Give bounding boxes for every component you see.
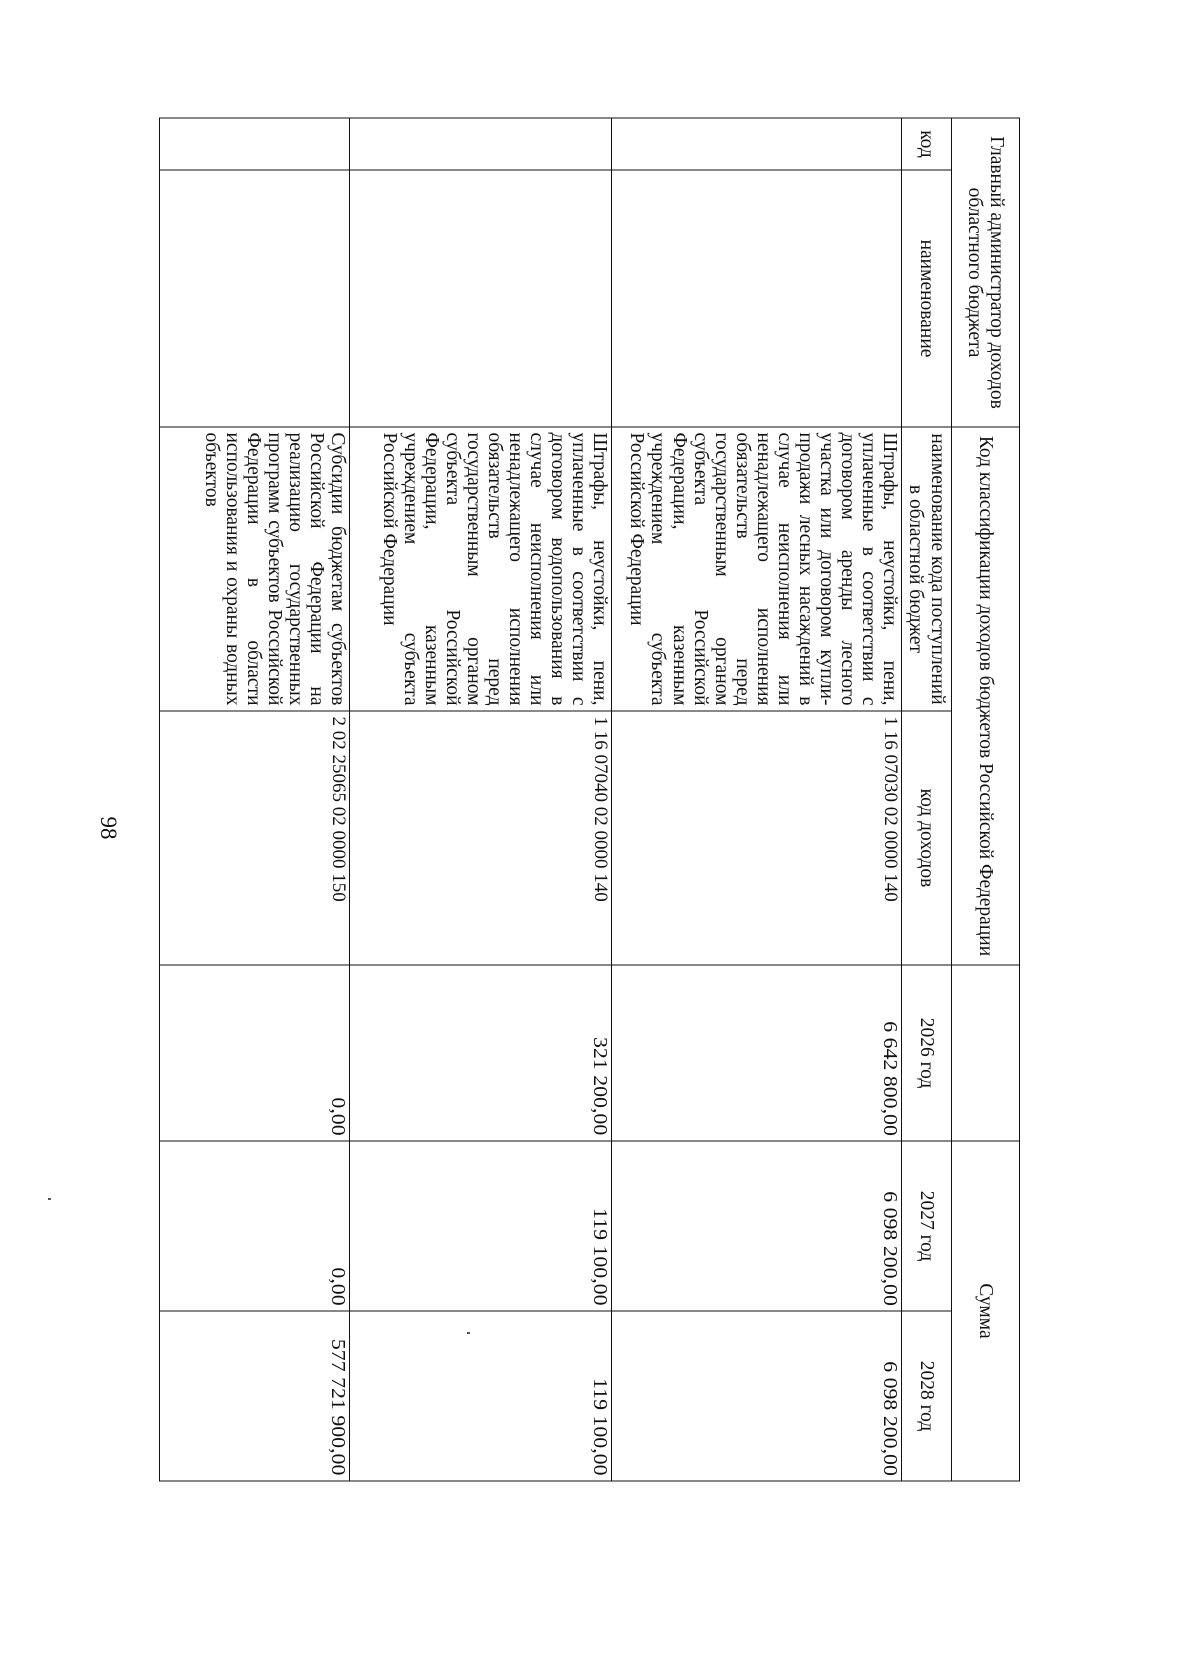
year-2027-header: 2027 год xyxy=(902,1141,952,1311)
admin-name-header: наименование xyxy=(902,170,952,427)
sum-2028-value: 119 100,00 xyxy=(589,1378,610,1476)
income-code-cell: 1 16 07030 02 0000 140 xyxy=(612,711,902,965)
income-code-name-header: наименование кода поступлений в областной бюджет xyxy=(902,427,952,711)
income-code-cell: 2 02 25065 02 0000 150 xyxy=(160,711,350,965)
sum-2028-value: 6 098 200,00 xyxy=(879,1360,900,1476)
sum-2027-cell xyxy=(612,1141,902,1311)
sum-2026-value: 0,00 xyxy=(327,1097,348,1136)
income-description-cell: Субсидии бюджетам субъектов Российской Федерации на реализацию государственных программ субъектов Российской Федерации в области использования и охраны водных объектов xyxy=(160,427,350,711)
sum-2028-value: 577 721 900,00 xyxy=(327,1339,348,1476)
admin-name-cell xyxy=(612,170,902,427)
empty-header-cell xyxy=(952,965,965,1141)
sum-2028-cell xyxy=(612,1311,902,1481)
sum-2026-value: 6 642 800,00 xyxy=(879,1020,900,1136)
admin-name-cell xyxy=(350,170,612,427)
admin-code-cell xyxy=(350,118,612,170)
sum-2027-value: 0,00 xyxy=(327,1267,348,1306)
revenue-table xyxy=(159,118,1020,1482)
year-2028-header: 2028 год xyxy=(902,1311,952,1481)
page-number: 98 xyxy=(96,816,121,840)
admin-name-cell xyxy=(160,170,350,427)
sum-2026-cell xyxy=(160,965,350,1141)
sum-2027-cell xyxy=(350,1141,612,1311)
sum-2026-value: 321 200,00 xyxy=(589,1037,610,1136)
header-row-1 xyxy=(965,118,1020,1481)
table-row xyxy=(160,118,350,1481)
sum-2026-cell xyxy=(612,965,902,1141)
sum-2027-value: 119 100,00 xyxy=(589,1208,610,1306)
scan-speck xyxy=(48,1198,51,1200)
income-description-cell: Штрафы, неустойки, пени, уплаченные в соответствии с договором аренды лесного участка или договором купли-продажи лесных насаждений в случае неисполнения или ненадлежащего исполнения обязательств перед государственным органом субъекта Российской Федерации, казенным учреждением субъекта Российской Федерации xyxy=(612,427,902,711)
classification-group-header: Код классификации доходов бюджетов Российской Федерации xyxy=(952,427,1020,965)
header-row-3 xyxy=(902,118,952,1481)
sum-group-header: Сумма xyxy=(952,1141,1020,1481)
table-row xyxy=(612,118,902,1481)
admin-group-header: Главный администратор доходов областного бюджета xyxy=(952,118,1020,427)
sum-2028-cell xyxy=(350,1311,612,1481)
year-2026-header: 2026 год xyxy=(902,965,952,1141)
table-row xyxy=(350,118,612,1481)
income-description-cell: Штрафы, неустойки, пени, уплаченные в соответствии с договором водопользования в случае неисполнения или ненадлежащего исполнения обязательств перед государственным органом субъекта Российской Федерации, казенным учреждением субъекта Российской Федерации xyxy=(350,427,612,711)
empty-header-cell xyxy=(965,965,1020,1141)
income-code-header: код доходов xyxy=(902,711,952,965)
admin-code-header: код xyxy=(902,118,952,170)
income-code-cell: 1 16 07040 02 0000 140 xyxy=(350,711,612,965)
sum-2027-cell xyxy=(160,1141,350,1311)
admin-code-cell xyxy=(612,118,902,170)
sum-2026-cell xyxy=(350,965,612,1141)
sum-2028-cell xyxy=(160,1311,350,1481)
rotated-table-wrapper xyxy=(160,118,1020,1481)
sum-2027-value: 6 098 200,00 xyxy=(879,1190,900,1306)
admin-code-cell xyxy=(160,118,350,170)
